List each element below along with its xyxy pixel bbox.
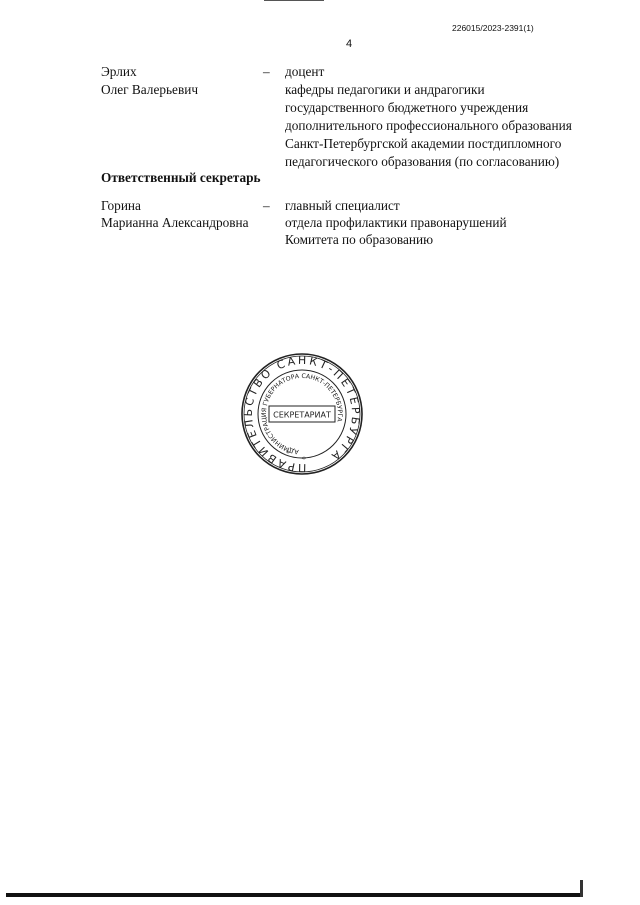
page-number: 4 — [346, 38, 353, 50]
bottom-rule — [6, 893, 582, 897]
position-line: кафедры педагогики и андрагогики — [285, 82, 485, 97]
position-line: Санкт-Петербургской академии постдипломного — [285, 136, 562, 151]
top-rule — [264, 0, 324, 1]
position-line: Комитета по образованию — [285, 232, 434, 247]
document-number: 226015/2023-2391(1) — [452, 23, 534, 33]
dash: – — [263, 198, 270, 213]
secretary-given-name: Марианна Александровна — [101, 215, 249, 230]
position-line: дополнительного профессионального образования — [285, 118, 572, 133]
secretary-heading: Ответственный секретарь — [101, 170, 261, 185]
secretary-surname: Горина — [101, 198, 141, 213]
member-given-name: Олег Валерьевич — [101, 82, 199, 97]
position-line: педагогического образования (по согласованию) — [285, 154, 560, 169]
position-line: отдела профилактики правонарушений — [285, 215, 507, 230]
position-line: главный специалист — [285, 198, 400, 213]
dash: – — [263, 64, 270, 79]
bottom-edge-mark — [580, 880, 583, 897]
member-surname: Эрлих — [101, 64, 137, 79]
position-line: доцент — [285, 64, 325, 79]
secretariat-stamp — [240, 352, 364, 476]
position-line: государственного бюджетного учреждения — [285, 100, 529, 115]
